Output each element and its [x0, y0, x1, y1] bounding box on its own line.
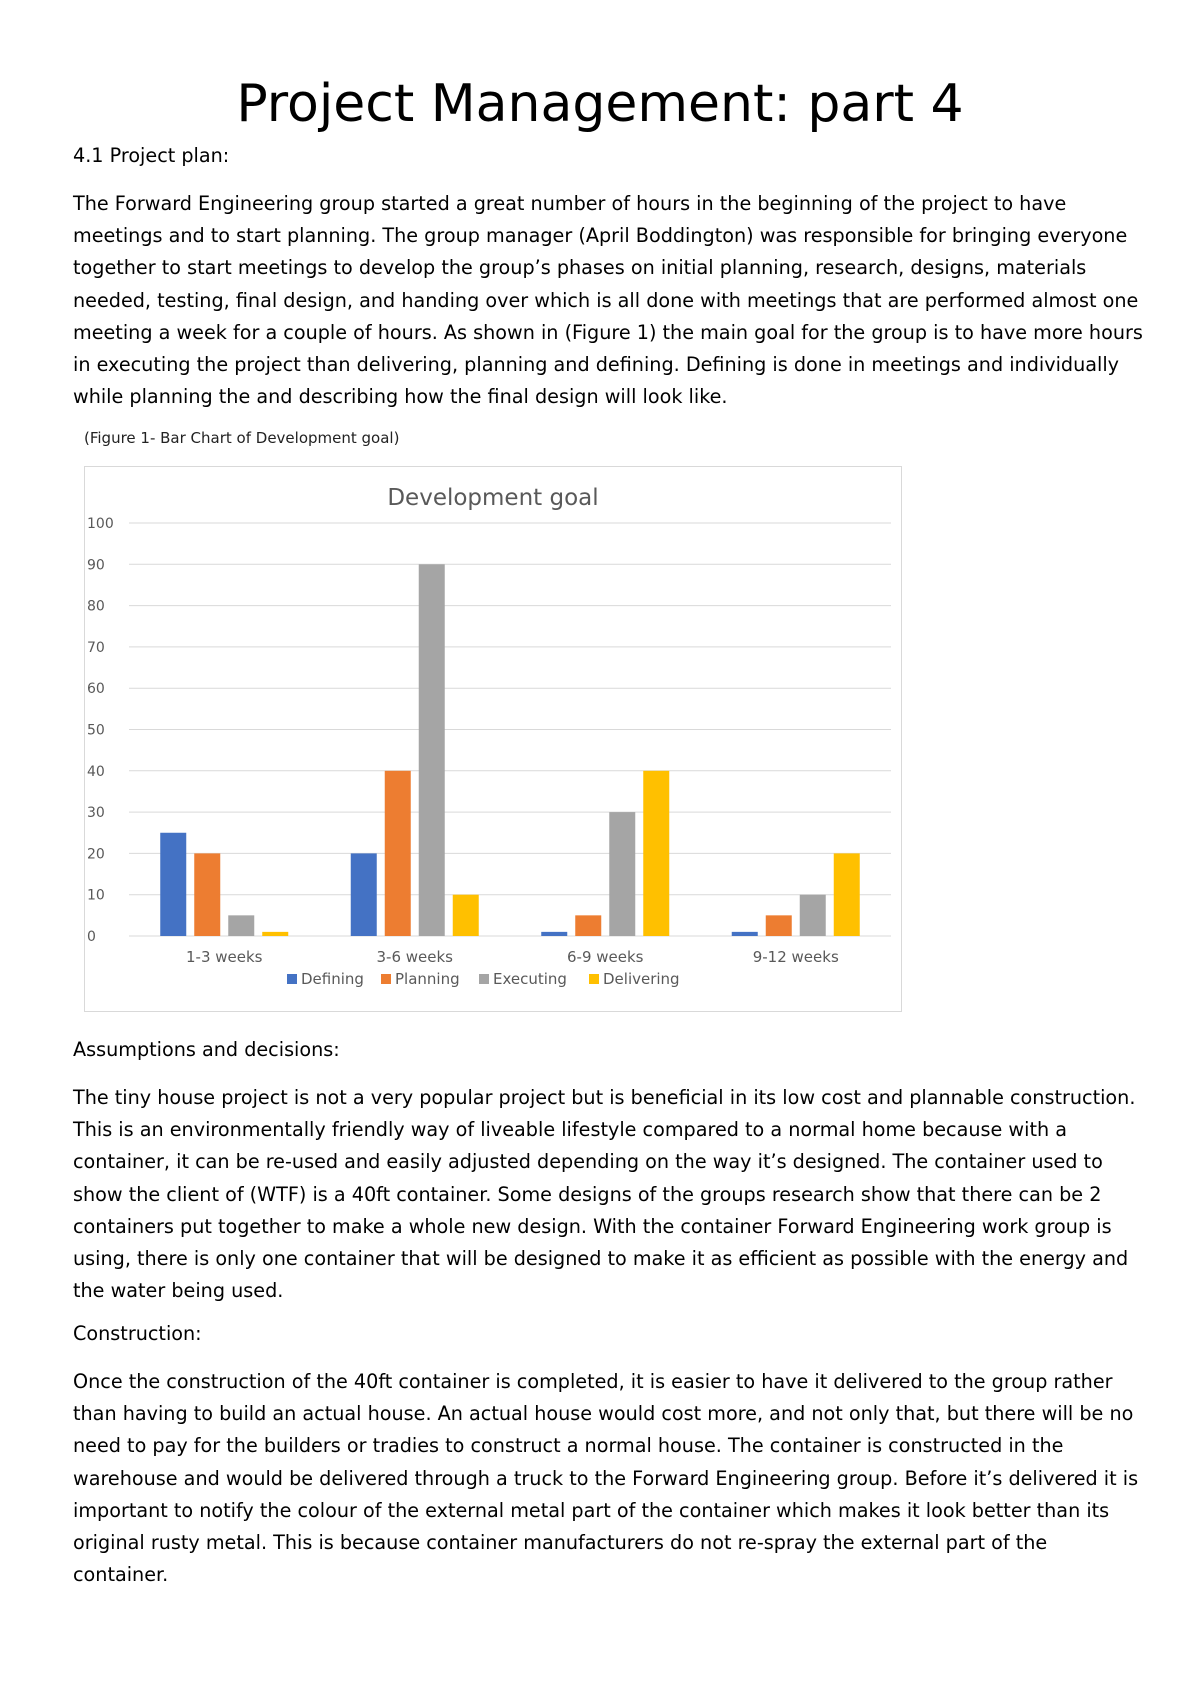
section-heading: 4.1 Project plan: [73, 144, 230, 167]
bar-delivering-4 [834, 853, 860, 936]
y-tick-label: 80 [87, 598, 105, 615]
bar-executing-2 [419, 564, 445, 936]
y-tick-label: 60 [87, 681, 105, 698]
chart-gridlines [129, 523, 891, 936]
legend-label-planning: Planning [395, 970, 460, 988]
y-tick-label: 40 [87, 763, 105, 780]
bar-executing-3 [609, 812, 635, 936]
y-tick-label: 10 [87, 887, 105, 904]
bar-defining-4 [732, 932, 758, 936]
bar-planning-2 [385, 771, 411, 936]
y-tick-label: 30 [87, 805, 105, 822]
bar-executing-4 [800, 895, 826, 936]
x-tick-label: 3-6 weeks [376, 948, 453, 966]
construction-heading: Construction: [73, 1322, 202, 1345]
bar-defining-1 [160, 833, 186, 936]
chart-y-ticks [87, 516, 114, 945]
bar-delivering-3 [643, 771, 669, 936]
y-tick-label: 50 [87, 722, 105, 739]
legend-swatch-executing [479, 974, 489, 984]
development-goal-chart [84, 466, 902, 1012]
legend-label-executing: Executing [493, 970, 567, 988]
chart-canvas [85, 467, 901, 1011]
chart-title: Development goal [387, 485, 599, 511]
bar-planning-1 [194, 853, 220, 936]
bar-delivering-2 [453, 895, 479, 936]
assumptions-heading: Assumptions and decisions: [73, 1038, 340, 1061]
paragraph-assumptions: The tiny house project is not a very popular project but is beneficial in its low cost and plannable construction. This is an environmentally friendly way of liveable lifestyle compared to a normal home because with a container, it can be re-used and easily adjusted depending on the way it’s designed. The container used to show the client of (WTF) is a 40ft container. Some designs of the groups research show that there can be 2 containers put together to make a whole new design. With the container Forward Engineering work group is using, there is only one container that will be designed to make it as efficient as possible with the energy and the water being used. [73, 1086, 1136, 1303]
paragraph-construction: Once the construction of the 40ft container is completed, it is easier to have it delivered to the group rather than having to build an actual house. An actual house would cost more, and not only that, but there will be no need to pay for the builders or tradies to construct a normal house. The container is constructed in the warehouse and would be delivered through a truck to the Forward Engineering group. Before it’s delivered it is important to notify the colour of the external metal part of the container which makes it look better than its original rusty metal. This is because container manufacturers do not re-spray the external part of the container. [73, 1370, 1139, 1587]
legend-swatch-delivering [589, 974, 599, 984]
page-title: Project Management: part 4 [236, 74, 964, 134]
chart-legend [287, 970, 680, 988]
y-tick-label: 90 [87, 557, 105, 574]
bar-delivering-1 [262, 932, 288, 936]
x-tick-label: 1-3 weeks [186, 948, 263, 966]
x-tick-label: 9-12 weeks [752, 948, 839, 966]
bar-planning-4 [766, 915, 792, 936]
paragraph-project-plan: The Forward Engineering group started a great number of hours in the beginning of the project to have meetings and to start planning. The group manager (April Boddington) was responsible for bringing everyone together to start meetings to develop the group’s phases on initial planning, research, designs, materials needed, testing, final design, and handing over which is all done with meetings that are performed almost one meeting a week for a couple of hours. As shown in (Figure 1) the main goal for the group is to have more hours in executing the project than delivering, planning and defining. Defining is done in meetings and individually while planning the and describing how the final design will look like. [73, 192, 1143, 409]
chart-x-ticks [186, 948, 839, 966]
legend-swatch-defining [287, 974, 297, 984]
y-tick-label: 0 [87, 929, 96, 945]
figure-caption: (Figure 1- Bar Chart of Development goal) [84, 429, 400, 447]
y-tick-label: 70 [87, 639, 105, 656]
bar-planning-3 [575, 915, 601, 936]
bar-defining-3 [541, 932, 567, 936]
chart-bars [160, 564, 860, 936]
legend-swatch-planning [381, 974, 391, 984]
y-tick-label: 20 [87, 846, 105, 863]
legend-label-delivering: Delivering [603, 970, 680, 988]
x-tick-label: 6-9 weeks [567, 948, 644, 966]
y-tick-label: 100 [87, 516, 114, 532]
bar-executing-1 [228, 915, 254, 936]
bar-defining-2 [351, 853, 377, 936]
legend-label-defining: Defining [301, 970, 364, 988]
